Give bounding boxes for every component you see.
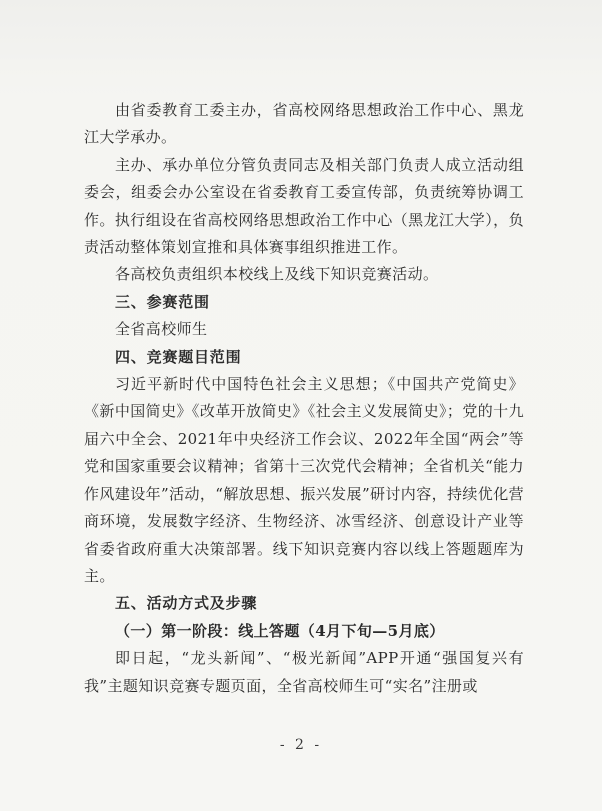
paragraph-participants: 全省高校师生: [115, 320, 208, 339]
section-heading-participants: 三、参赛范围: [115, 292, 210, 311]
document-body: [84, 97, 524, 700]
section-heading-activity-steps: 五、活动方式及步骤: [115, 594, 258, 613]
paragraph-universities: 各高校负责组织本校线上及线下知识竞赛活动。: [115, 265, 439, 284]
paragraph-phase-one: 即日起，“龙头新闻”、“极光新闻”APP开通“强国复兴有我”主题知识竞赛专题页面，全省高校师生可“实名”注册或: [84, 649, 524, 695]
page-number: - 2 -: [279, 737, 323, 753]
paragraph-committee: 主办、承办单位分管负责同志及相关部门负责人成立活动组委会，组委会办公室设在省委教育工委宣传部，负责统筹协调工作。执行组设在省高校网络思想政治工作中心（黑龙江大学），负责活动整体策划宣推和具体赛事组织推进工作。: [84, 155, 524, 257]
section-heading-question-scope: 四、竞赛题目范围: [115, 347, 242, 366]
paragraph-organizers: 由省委教育工委主办，省高校网络思想政治工作中心、黑龙江大学承办。: [84, 101, 524, 147]
paragraph-question-scope: 习近平新时代中国特色社会主义思想；《中国共产党简史》《新中国简史》《改革开放简史》《社会主义发展简史》；党的十九届六中全会、2021年中央经济工作会议、2022年全国“两会”等党和国家重要会议精神；省第十三次党代会精神；全省机关“能力作风建设年”活动，“解放思想、振兴发展”研讨内容，持续优化营商环境，发展数字经济、生物经济、冰雪经济、创意设计产业等省委省政府重大决策部署。线下知识竞赛内容以线上答题题库为主。: [84, 375, 525, 585]
subheading-phase-one: （一）第一阶段：线上答题（4月下旬—5月底）: [115, 621, 445, 640]
